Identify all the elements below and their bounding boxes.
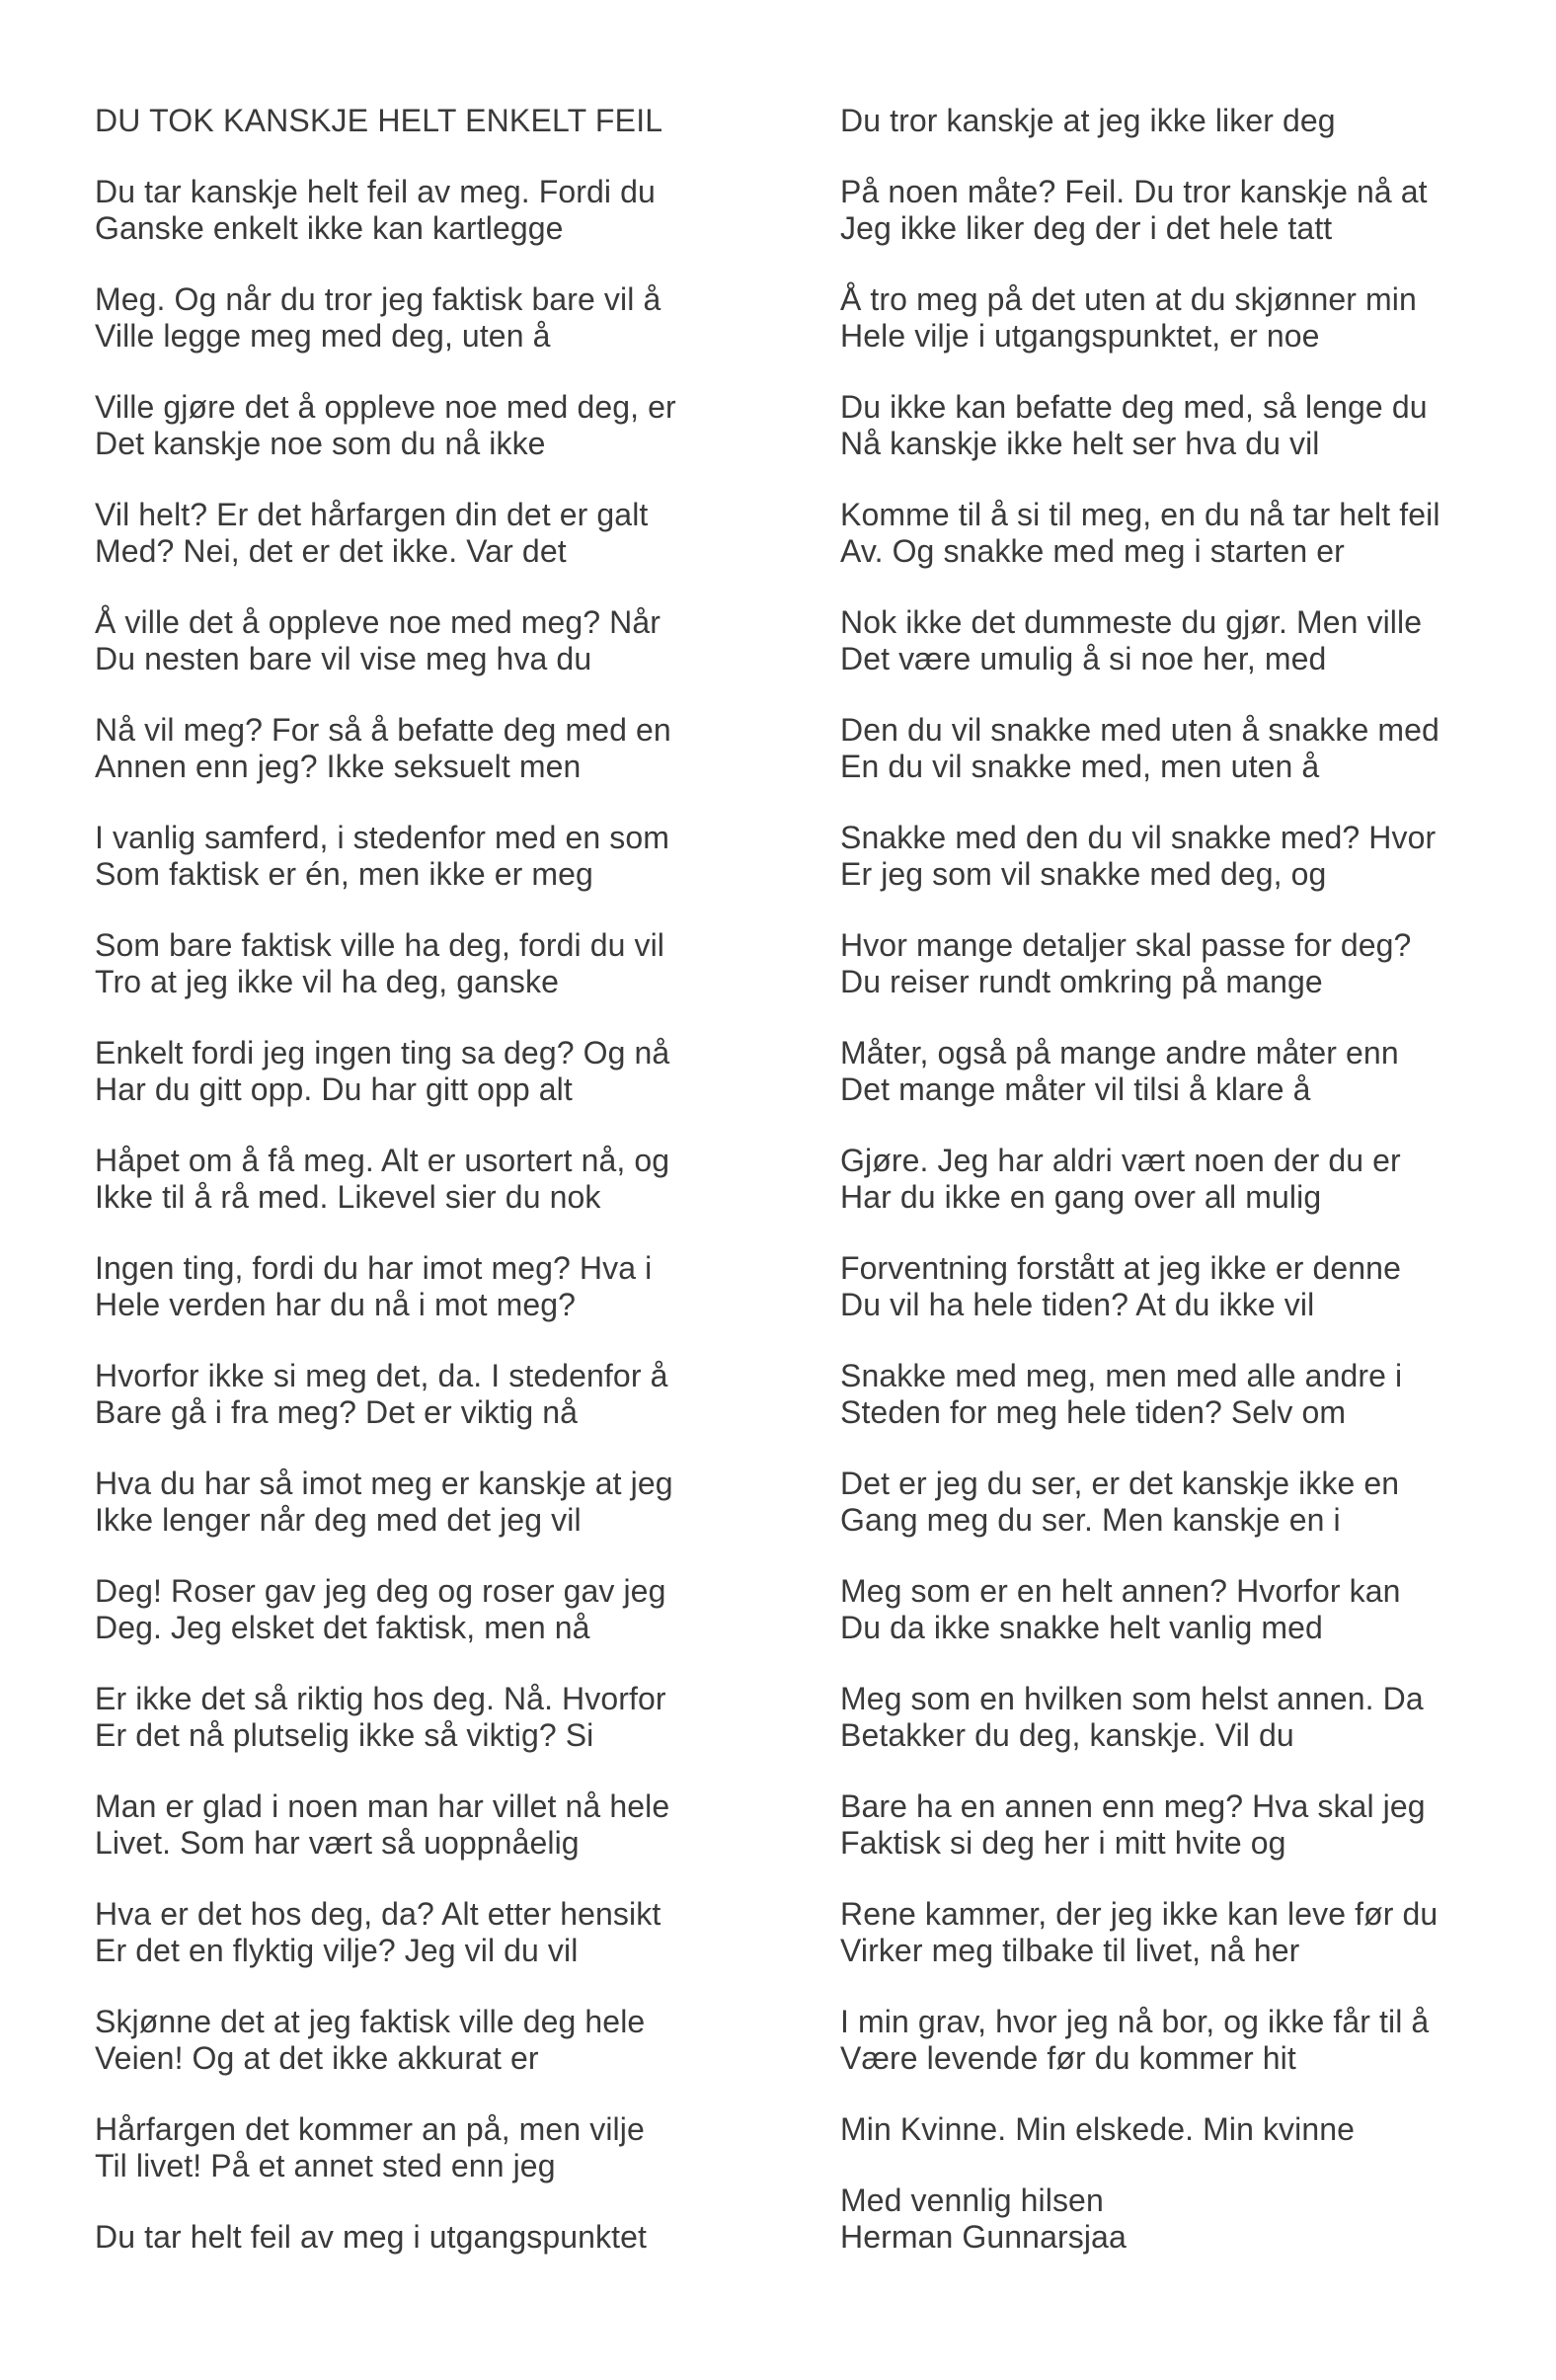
signature-block <box>840 2182 1492 2256</box>
poem-line: Ingen ting, fordi du har imot meg? Hva i <box>95 1250 653 1286</box>
stanza <box>95 1896 806 1969</box>
signature-name: Herman Gunnarsjaa <box>840 2219 1127 2255</box>
poem-line: Håpet om å få meg. Alt er usortert nå, og <box>95 1143 670 1178</box>
stanza <box>840 927 1492 1000</box>
stanza <box>95 2004 806 2077</box>
poem-line: Du vil ha hele tiden? At du ikke vil <box>840 1287 1315 1322</box>
signature-greeting: Med vennlig hilsen <box>840 2182 1104 2218</box>
stanza <box>95 497 806 570</box>
poem-line: Veien! Og at det ikke akkurat er <box>95 2040 539 2076</box>
poem-line: Min Kvinne. Min elskede. Min kvinne <box>840 2111 1356 2147</box>
poem-line: Er det en flyktig vilje? Jeg vil du vil <box>95 1933 579 1968</box>
stanza <box>840 1358 1492 1431</box>
poem-line: Har du gitt opp. Du har gitt opp alt <box>95 1071 573 1107</box>
poem-line: Betakker du deg, kanskje. Vil du <box>840 1717 1294 1753</box>
poem-line: Gjøre. Jeg har aldri vært noen der du er <box>840 1143 1401 1178</box>
poem-line: Hårfargen det kommer an på, men vilje <box>95 2111 645 2147</box>
poem-line: Nå kanskje ikke helt ser hva du vil <box>840 426 1320 461</box>
stanza <box>95 712 806 785</box>
poem-line: Meg som er en helt annen? Hvorfor kan <box>840 1573 1401 1609</box>
poem-line: Er ikke det så riktig hos deg. Nå. Hvorfor <box>95 1681 666 1716</box>
stanza <box>840 1143 1492 1216</box>
stanza <box>95 2111 806 2184</box>
poem-line: Ville legge meg med deg, uten å <box>95 318 551 354</box>
poem-line: Det mange måter vil tilsi å klare å <box>840 1071 1311 1107</box>
stanza <box>840 820 1492 893</box>
poem-line: Å ville det å oppleve noe med meg? Når <box>95 604 661 640</box>
poem-line: Er jeg som vil snakke med deg, og <box>840 856 1327 892</box>
poem-line: Vil helt? Er det hårfargen din det er galt <box>95 497 649 532</box>
poem-line: Hvor mange detaljer skal passe for deg? <box>840 927 1412 963</box>
poem-line: Det er jeg du ser, er det kanskje ikke en <box>840 1466 1400 1501</box>
poem-line: Hva du har så imot meg er kanskje at jeg <box>95 1466 673 1501</box>
poem-line: Det være umulig å si noe her, med <box>840 641 1327 676</box>
poem-line: Hele verden har du nå i mot meg? <box>95 1287 577 1322</box>
poem-line: Du tar kanskje helt feil av meg. Fordi du <box>95 174 656 209</box>
stanza <box>840 2004 1492 2077</box>
poem-line: På noen måte? Feil. Du tror kanskje nå at <box>840 174 1428 209</box>
stanza <box>840 2111 1492 2148</box>
poem-line: Den du vil snakke med uten å snakke med <box>840 712 1439 748</box>
poem-line: Har du ikke en gang over all mulig <box>840 1179 1322 1215</box>
poem-line: Man er glad i noen man har villet nå hele <box>95 1788 670 1824</box>
poem-line: Som faktisk er én, men ikke er meg <box>95 856 593 892</box>
poem-line: Komme til å si til meg, en du nå tar helt feil <box>840 497 1440 532</box>
stanza <box>840 497 1492 570</box>
poem-line: Ganske enkelt ikke kan kartlegge <box>95 210 564 246</box>
stanza <box>840 1466 1492 1539</box>
poem-line: Ikke til å rå med. Likevel sier du nok <box>95 1179 601 1215</box>
stanza <box>95 927 806 1000</box>
stanza <box>95 389 806 462</box>
poem-column-left <box>95 103 806 2290</box>
poem-line: Enkelt fordi jeg ingen ting sa deg? Og nå <box>95 1035 670 1071</box>
stanza <box>840 1035 1492 1108</box>
stanza <box>840 174 1492 247</box>
poem-line: Du ikke kan befatte deg med, så lenge du <box>840 389 1428 425</box>
stanza <box>840 1250 1492 1323</box>
stanza <box>95 1143 806 1216</box>
poem-line: Er det nå plutselig ikke så viktig? Si <box>95 1717 594 1753</box>
poem-line: Meg. Og når du tror jeg faktisk bare vil å <box>95 281 661 317</box>
stanza <box>95 1573 806 1646</box>
stanza <box>840 281 1492 355</box>
stanza <box>840 1681 1492 1754</box>
stanza <box>95 2219 806 2256</box>
stanza <box>95 1358 806 1431</box>
poem-line: Nå vil meg? For så å befatte deg med en <box>95 712 671 748</box>
stanza <box>840 1896 1492 1969</box>
poem-line: Det kanskje noe som du nå ikke <box>95 426 546 461</box>
poem-line: Deg. Jeg elsket det faktisk, men nå <box>95 1610 590 1645</box>
stanza <box>95 1035 806 1108</box>
stanza <box>95 604 806 677</box>
stanza <box>840 1788 1492 1862</box>
poem-line: Steden for meg hele tiden? Selv om <box>840 1394 1347 1430</box>
stanza <box>95 1466 806 1539</box>
poem-line: Virker meg tilbake til livet, nå her <box>840 1933 1300 1968</box>
poem-line: Nok ikke det dummeste du gjør. Men ville <box>840 604 1423 640</box>
poem-line: Hvorfor ikke si meg det, da. I stedenfor å <box>95 1358 668 1393</box>
stanza <box>95 281 806 355</box>
poem-line: Som bare faktisk ville ha deg, fordi du vil <box>95 927 665 963</box>
poem-line: Hele vilje i utgangspunktet, er noe <box>840 318 1320 354</box>
stanza <box>95 820 806 893</box>
poem-line: Du tror kanskje at jeg ikke liker deg <box>840 103 1336 138</box>
poem-line: En du vil snakke med, men uten å <box>840 749 1320 784</box>
poem-line: Du reiser rundt omkring på mange <box>840 964 1323 999</box>
poem-line: I min grav, hvor jeg nå bor, og ikke får til å <box>840 2004 1430 2039</box>
stanza <box>840 604 1492 677</box>
poem-line: Ikke lenger når deg med det jeg vil <box>95 1502 582 1538</box>
poem-line: Tro at jeg ikke vil ha deg, ganske <box>95 964 560 999</box>
poem-line: Være levende før du kommer hit <box>840 2040 1296 2076</box>
stanza <box>840 103 1492 139</box>
poem-line: Gang meg du ser. Men kanskje en i <box>840 1502 1341 1538</box>
poem-line: Du da ikke snakke helt vanlig med <box>840 1610 1323 1645</box>
stanza <box>840 712 1492 785</box>
poem-line: Rene kammer, der jeg ikke kan leve før du <box>840 1896 1439 1932</box>
poem-line: Jeg ikke liker deg der i det hele tatt <box>840 210 1333 246</box>
poem-line: Hva er det hos deg, da? Alt etter hensikt <box>95 1896 661 1932</box>
poem-line: Bare ha en annen enn meg? Hva skal jeg <box>840 1788 1426 1824</box>
poem-line: I vanlig samferd, i stedenfor med en som <box>95 820 670 855</box>
poem-line: Snakke med meg, men med alle andre i <box>840 1358 1403 1393</box>
poem-line: Skjønne det at jeg faktisk ville deg hele <box>95 2004 646 2039</box>
poem-line: Å tro meg på det uten at du skjønner min <box>840 281 1417 317</box>
poem-line: Med? Nei, det er det ikke. Var det <box>95 533 567 569</box>
poem-title: DU TOK KANSKJE HELT ENKELT FEIL <box>95 103 663 138</box>
poem-line: Deg! Roser gav jeg deg og roser gav jeg <box>95 1573 666 1609</box>
poem-column-right <box>840 103 1492 2256</box>
stanza <box>95 1788 806 1862</box>
poem-line: Meg som en hvilken som helst annen. Da <box>840 1681 1424 1716</box>
stanza <box>95 1681 806 1754</box>
poem-line: Til livet! På et annet sted enn jeg <box>95 2148 556 2183</box>
poem-line: Du tar helt feil av meg i utgangspunktet <box>95 2219 647 2255</box>
poem-line: Ville gjøre det å oppleve noe med deg, er <box>95 389 676 425</box>
poem-line: Bare gå i fra meg? Det er viktig nå <box>95 1394 579 1430</box>
stanza <box>95 1250 806 1323</box>
stanza <box>95 174 806 247</box>
stanza <box>840 1573 1492 1646</box>
poem-line: Måter, også på mange andre måter enn <box>840 1035 1399 1071</box>
stanza <box>840 389 1492 462</box>
poem-line: Snakke med den du vil snakke med? Hvor <box>840 820 1437 855</box>
poem-line: Livet. Som har vært så uoppnåelig <box>95 1825 580 1861</box>
poem-line: Forventning forstått at jeg ikke er denne <box>840 1250 1401 1286</box>
poem-line: Du nesten bare vil vise meg hva du <box>95 641 592 676</box>
poem-line: Annen enn jeg? Ikke seksuelt men <box>95 749 582 784</box>
poem-line: Faktisk si deg her i mitt hvite og <box>840 1825 1286 1861</box>
poem-line: Av. Og snakke med meg i starten er <box>840 533 1345 569</box>
